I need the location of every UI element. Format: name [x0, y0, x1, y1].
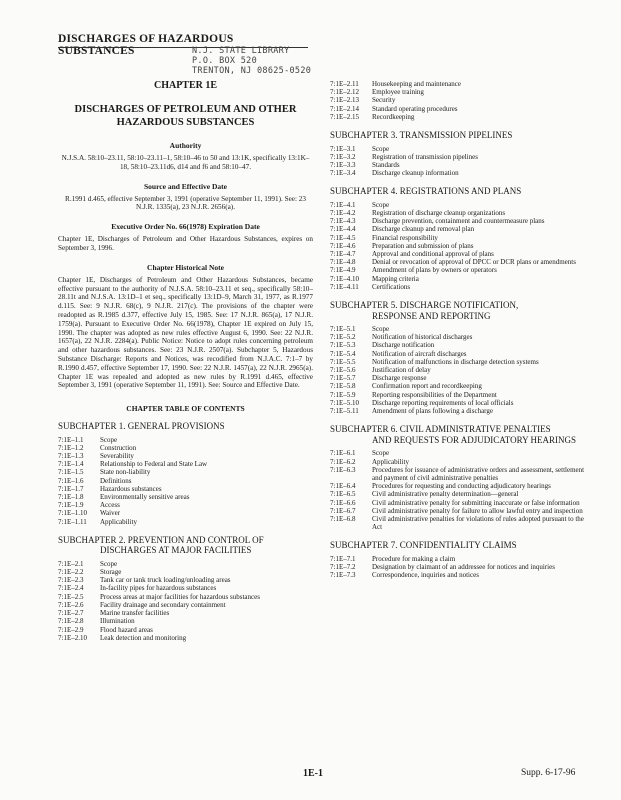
section-number: 7:1E–4.3: [330, 217, 356, 226]
subchapter-heading-line: SUBCHAPTER 2. PREVENTION AND CONTROL OF: [58, 534, 264, 545]
toc-entry: [330, 201, 592, 209]
section-number: 7:1E–5.11: [330, 407, 359, 416]
executive-order-heading: Executive Order No. 66(1978) Expiration Date: [111, 222, 260, 232]
section-title: Discharge cleanup and removal plan: [372, 225, 475, 234]
toc-entry: [330, 391, 592, 399]
section-title: Notification of aircraft discharges: [372, 349, 467, 358]
section-title: Discharge reporting requirements of local officials: [372, 398, 514, 407]
section-number: 7:1E–5.5: [330, 357, 356, 366]
subchapter-heading: [330, 186, 592, 197]
section-list: [58, 436, 313, 526]
section-title: Scope: [100, 559, 118, 568]
toc-entry: [58, 576, 313, 584]
subchapter-heading-line: SUBCHAPTER 6. CIVIL ADMINISTRATIVE PENALTIES: [330, 424, 551, 435]
section-number: 7:1E–4.1: [330, 200, 356, 209]
section-number: 7:1E–4.10: [330, 274, 359, 283]
section-number: 7:1E–5.8: [330, 382, 356, 391]
section-number: 7:1E–5.7: [330, 374, 356, 383]
section-number: 7:1E–5.6: [330, 366, 356, 375]
section-number: 7:1E–3.1: [330, 144, 356, 153]
left-column: [58, 80, 313, 651]
chapter-label: CHAPTER 1E: [153, 80, 218, 91]
section-number: 7:1E–5.9: [330, 390, 356, 399]
section-number: 7:1E–2.11: [330, 80, 359, 88]
section-title: Designation by claimant of an addressee for notices and inquiries: [372, 563, 555, 572]
section-title: Civil administrative penalty for submitting inaccurate or false information: [372, 498, 580, 507]
section-number: 7:1E–2.1: [58, 559, 84, 568]
section-title: Discharge notification: [372, 341, 435, 350]
section-number: 7:1E–1.4: [58, 460, 84, 469]
toc-entry: [58, 436, 313, 444]
toc-entry: [330, 105, 592, 113]
section-number: 7:1E–4.4: [330, 225, 356, 234]
section-number: 7:1E–1.7: [58, 484, 84, 493]
section-title: Recordkeeping: [372, 112, 415, 121]
page-number: 1E-1: [303, 768, 323, 779]
section-title: Correspondence, inquiries and notices: [372, 571, 479, 580]
section-number: 7:1E–6.8: [330, 514, 356, 523]
source-heading: Source and Effective Date: [144, 181, 227, 191]
section-title: Civil administrative penalties for violations of rules adopted pursuant to the Act: [372, 514, 584, 532]
right-subchapters: [330, 80, 592, 579]
section-number: 7:1E–1.11: [58, 517, 87, 526]
section-title: Discharge prevention, containment and countermeasure plans: [372, 217, 545, 226]
section-title: Procedures for requesting and conducting adjudicatory hearings: [372, 482, 551, 491]
section-number: 7:1E–4.9: [330, 266, 356, 275]
left-subchapters: [58, 421, 313, 642]
right-column: [330, 80, 592, 588]
subchapter-heading-line: SUBCHAPTER 3. TRANSMISSION PIPELINES: [330, 130, 513, 141]
section-number: 7:1E–4.11: [330, 282, 359, 291]
supplement-date: Supp. 6-17-96: [521, 768, 576, 778]
toc-entry: [330, 325, 592, 333]
subchapter-heading: [330, 424, 592, 445]
subchapter-heading-line: DISCHARGES AT MAJOR FACILITIES: [100, 545, 252, 556]
section-title: Financial responsibility: [372, 233, 438, 242]
section-list: [330, 555, 592, 580]
toc-entry: [58, 460, 313, 468]
section-number: 7:1E–6.2: [330, 457, 356, 466]
history-text: Chapter 1E, Discharges of Petroleum and Other Hazardous Substances, became effective pursuant to the authority of N.J.S.A. 58:10–23.11 et seq., specifically 58:10–28.11t and N.J.S.A. 13:1D–1 et seq., specifically 13:1D–9, March 31, 1977, as R.1977 d.115. See: 9 N.J.R. 68(c), 9 N.J.R. 217(c). The provisions of the chapter were readopted as R.1985 d.377, effective July 15, 1985. See: 17 N.J.R. 865(a), 17 N.J.R. 1759(a). Pursuant to Executive Order No. 66(1978), Chapter 1E expired on July 15, 1990. The chapter was adopted as new rules effective August 6, 1990. See: 22 N.J.R. 1657(a), 22 N.J.R. 2284(a). Public Notice: Notice to adopt rules concerning petroleum and other hazardous substances. See: 23 N.J.R. 2507(a). Subchapter 5, Hazardous Substance Discharge: Reports and Notices, was recodified from N.J.A.C. 7:1–7 by R.1990 d.457, effective September 17, 1990. See: 22 N.J.R. 1457(a), 22 N.J.R. 2965(a). Chapter 1E was repealed and adopted as new rules by R.1991 d.465, effective September 3, 1991 (operative September 11, 1991). See: Source and Effective Date.: [58, 275, 313, 390]
section-title: Discharge response: [372, 374, 427, 383]
toc-entry: [330, 449, 592, 457]
toc-entry: [58, 634, 313, 642]
chapter-title: DISCHARGES OF PETROLEUM AND OTHER HAZARDOUS SUBSTANCES: [74, 104, 297, 128]
section-title: Discharge cleanup information: [372, 169, 459, 178]
section-number: 7:1E–2.5: [58, 592, 84, 601]
toc-entry: [58, 601, 313, 609]
stamp-line: P.O. BOX 520: [192, 56, 258, 66]
section-title: Employee training: [372, 88, 424, 97]
section-title: Standard operating procedures: [372, 104, 458, 113]
subchapter-heading: [58, 535, 313, 556]
section-list: [330, 80, 592, 121]
section-title: Applicability: [372, 457, 409, 466]
section-title: Civil administrative penalty for failure to allow lawful entry and inspection: [372, 506, 583, 515]
section-number: 7:1E–2.8: [58, 617, 84, 626]
section-title: Certifications: [372, 282, 411, 291]
toc-entry: [330, 161, 592, 169]
section-number: 7:1E–5.1: [330, 325, 356, 334]
toc-entry: [330, 507, 592, 515]
toc-entry: [330, 217, 592, 225]
section-title: Severability: [100, 452, 134, 461]
toc-entry: [330, 275, 592, 283]
section-number: 7:1E–4.8: [330, 258, 356, 267]
section-list: [58, 560, 313, 642]
toc-entry: [330, 499, 592, 507]
section-title: Standards: [372, 160, 400, 169]
section-title: Security: [372, 96, 396, 105]
section-title: Procedures for issuance of administrative orders and assessment, settlement and payment of civil administrative penalties: [372, 465, 585, 482]
toc-entry: [330, 234, 592, 242]
section-title: Scope: [372, 449, 390, 458]
source-text: R.1991 d.465, effective September 3, 1991 (operative September 11, 1991). See: 23 N.J.R. 1335(a), 23 N.J.R. 2656(a).: [65, 194, 306, 212]
toc-entry: [330, 283, 592, 291]
section-list: [330, 145, 592, 178]
section-number: 7:1E–6.6: [330, 498, 356, 507]
section-number: 7:1E–2.3: [58, 576, 84, 585]
section-title: Waiver: [100, 509, 121, 518]
toc-entry: [330, 490, 592, 498]
section-title: Confirmation report and recordkeeping: [372, 382, 482, 391]
toc-entry: [330, 358, 592, 366]
toc-entry: [330, 333, 592, 341]
toc-entry: [58, 593, 313, 601]
section-number: 7:1E–5.2: [330, 333, 356, 342]
subchapter-heading: [330, 300, 592, 321]
toc-entry: [330, 482, 592, 490]
subchapter-heading-line: AND REQUESTS FOR ADJUDICATORY HEARINGS: [372, 434, 577, 445]
toc-entry: [330, 242, 592, 250]
toc-entry: [330, 96, 592, 104]
section-title: Registration of transmission pipelines: [372, 152, 478, 161]
section-title: Amendment of plans by owners or operators: [372, 266, 497, 275]
section-title: Notification of historical discharges: [372, 333, 473, 342]
section-number: 7:1E–1.6: [58, 476, 84, 485]
section-list: [330, 449, 592, 531]
section-number: 7:1E–2.4: [58, 584, 84, 593]
section-title: Marine transfer facilities: [100, 609, 170, 618]
toc-entry: [58, 568, 313, 576]
section-number: 7:1E–2.10: [58, 633, 87, 642]
section-number: 7:1E–2.13: [330, 96, 359, 105]
section-number: 7:1E–2.9: [58, 625, 84, 634]
section-title: Mapping criteria: [372, 274, 419, 283]
subchapter-heading-line: SUBCHAPTER 5. DISCHARGE NOTIFICATION,: [330, 300, 519, 311]
section-number: 7:1E–6.1: [330, 449, 356, 458]
section-number: 7:1E–2.14: [330, 104, 359, 113]
section-title: Illumination: [100, 617, 135, 626]
subchapter-heading: [58, 421, 313, 432]
toc-entry: [330, 458, 592, 466]
section-number: 7:1E–1.3: [58, 452, 84, 461]
toc-entry: [58, 444, 313, 452]
toc-entry: [330, 88, 592, 96]
toc-entry: [330, 399, 592, 407]
authority-heading: Authority: [169, 141, 202, 150]
authority-text: N.J.S.A. 58:10–23.11, 58:10–23.11–1, 58:10–46 to 50 and 13:1K, specifically 13:1K–18, 58:10–23.11d6, d14 and f6 and 58:10–47.: [61, 154, 310, 171]
section-title: Access: [100, 501, 120, 510]
toc-entry: [330, 563, 592, 571]
toc-entry: [58, 518, 313, 526]
toc-entry: [58, 617, 313, 625]
section-title: Construction: [100, 443, 137, 452]
section-number: 7:1E–1.9: [58, 501, 84, 510]
section-title: Denial or revocation of approval of DPCC or DCR plans or amendments: [372, 258, 576, 267]
section-title: Facility drainage and secondary containment: [100, 600, 226, 609]
section-number: 7:1E–1.1: [58, 435, 84, 444]
section-title: Definitions: [100, 476, 132, 485]
section-number: 7:1E–2.2: [58, 568, 84, 577]
section-number: 7:1E–4.2: [330, 209, 356, 218]
toc-entry: [330, 80, 592, 88]
toc-entry: [330, 374, 592, 382]
subchapter-heading-line: SUBCHAPTER 7. CONFIDENTIALITY CLAIMS: [330, 540, 517, 551]
subchapter-heading: [330, 540, 592, 551]
section-title: Preparation and submission of plans: [372, 241, 474, 250]
section-number: 7:1E–7.1: [330, 554, 356, 563]
toc-entry: [58, 626, 313, 634]
toc-entry: [58, 485, 313, 493]
section-number: 7:1E–5.3: [330, 341, 356, 350]
toc-entry: [330, 382, 592, 390]
section-title: Reporting responsibilities of the Department: [372, 390, 497, 399]
section-title: Justification of delay: [372, 366, 431, 375]
section-title: Approval and conditional approval of plans: [372, 250, 494, 259]
toc-entry: [330, 466, 592, 482]
section-number: 7:1E–3.3: [330, 160, 356, 169]
toc-entry: [330, 258, 592, 266]
toc-entry: [330, 571, 592, 579]
library-stamp: [192, 46, 311, 76]
section-list: [330, 201, 592, 291]
toc-entry: [330, 209, 592, 217]
subchapter-heading: [330, 130, 592, 141]
toc-entry: [58, 584, 313, 592]
toc-entry: [330, 555, 592, 563]
section-number: 7:1E–3.4: [330, 169, 356, 178]
section-title: Scope: [100, 435, 118, 444]
section-title: Tank car or tank truck loading/unloading areas: [100, 576, 231, 585]
section-number: 7:1E–6.7: [330, 506, 356, 515]
section-title: Registration of discharge cleanup organizations: [372, 209, 506, 218]
toc-entry: [330, 407, 592, 415]
section-title: Flood hazard areas: [100, 625, 153, 634]
toc-entry: [330, 266, 592, 274]
section-number: 7:1E–5.4: [330, 349, 356, 358]
section-number: 7:1E–4.6: [330, 241, 356, 250]
section-number: 7:1E–6.3: [330, 465, 356, 474]
stamp-line: TRENTON, NJ 08625-0520: [192, 66, 312, 76]
section-title: Hazardous substances: [100, 484, 162, 493]
toc-entry: [58, 468, 313, 476]
section-title: Scope: [372, 200, 390, 209]
section-title: Notification of malfunctions in discharge detection systems: [372, 357, 539, 366]
toc-entry: [58, 560, 313, 568]
toc-entry: [330, 145, 592, 153]
section-title: Applicability: [100, 517, 137, 526]
toc-entry: [58, 452, 313, 460]
section-number: 7:1E–2.6: [58, 600, 84, 609]
section-number: 7:1E–7.2: [330, 563, 356, 572]
section-title: Housekeeping and maintenance: [372, 80, 462, 88]
section-number: 7:1E–1.8: [58, 493, 84, 502]
section-title: Procedure for making a claim: [372, 554, 456, 563]
toc-title: CHAPTER TABLE OF CONTENTS: [126, 404, 245, 414]
history-heading: Chapter Historical Note: [147, 262, 224, 272]
toc-entry: [330, 366, 592, 374]
section-number: 7:1E–6.5: [330, 490, 356, 499]
subchapter-heading-line: RESPONSE AND REPORTING: [372, 310, 491, 321]
subchapter-heading-line: SUBCHAPTER 1. GENERAL PROVISIONS: [58, 421, 225, 432]
section-title: Scope: [372, 325, 390, 334]
toc-entry: [330, 169, 592, 177]
toc-entry: [58, 477, 313, 485]
section-title: Environmentally sensitive areas: [100, 493, 190, 502]
section-number: 7:1E–5.10: [330, 398, 359, 407]
section-title: Process areas at major facilities for hazardous substances: [100, 592, 260, 601]
section-number: 7:1E–1.5: [58, 468, 84, 477]
running-head: DISCHARGES OF HAZARDOUS SUBSTANCES: [58, 33, 234, 57]
section-number: 7:1E–4.5: [330, 233, 356, 242]
section-number: 7:1E–6.4: [330, 482, 356, 491]
toc-entry: [330, 153, 592, 161]
toc-entry: [330, 350, 592, 358]
section-title: State non-liability: [100, 468, 151, 477]
toc-entry: [330, 113, 592, 121]
section-number: 7:1E–3.2: [330, 152, 356, 161]
section-title: In-facility pipes for hazardous substances: [100, 584, 217, 593]
toc-entry: [330, 225, 592, 233]
toc-entry: [58, 609, 313, 617]
subchapter-heading-line: SUBCHAPTER 4. REGISTRATIONS AND PLANS: [330, 186, 522, 197]
section-number: 7:1E–7.3: [330, 571, 356, 580]
toc-entry: [58, 501, 313, 509]
section-title: Leak detection and monitoring: [100, 633, 187, 642]
toc-entry: [330, 341, 592, 349]
executive-order-text: Chapter 1E, Discharges of Petroleum and Other Hazardous Substances, expires on September 3, 1996.: [58, 235, 313, 252]
section-list: [330, 325, 592, 415]
section-title: Storage: [100, 568, 122, 577]
section-title: Relationship to Federal and State Law: [100, 460, 208, 469]
toc-entry: [330, 515, 592, 531]
section-number: 7:1E–2.12: [330, 88, 359, 97]
toc-entry: [330, 250, 592, 258]
toc-entry: [58, 493, 313, 501]
section-title: Scope: [372, 144, 390, 153]
stamp-line: N.J. STATE LIBRARY: [192, 46, 290, 56]
section-number: 7:1E–4.7: [330, 250, 356, 259]
section-title: Amendment of plans following a discharge: [372, 407, 493, 416]
section-title: Civil administrative penalty determination—general: [372, 490, 519, 499]
section-number: 7:1E–2.15: [330, 112, 359, 121]
section-number: 7:1E–1.10: [58, 509, 87, 518]
toc-entry: [58, 509, 313, 517]
section-number: 7:1E–2.7: [58, 609, 84, 618]
section-number: 7:1E–1.2: [58, 443, 84, 452]
